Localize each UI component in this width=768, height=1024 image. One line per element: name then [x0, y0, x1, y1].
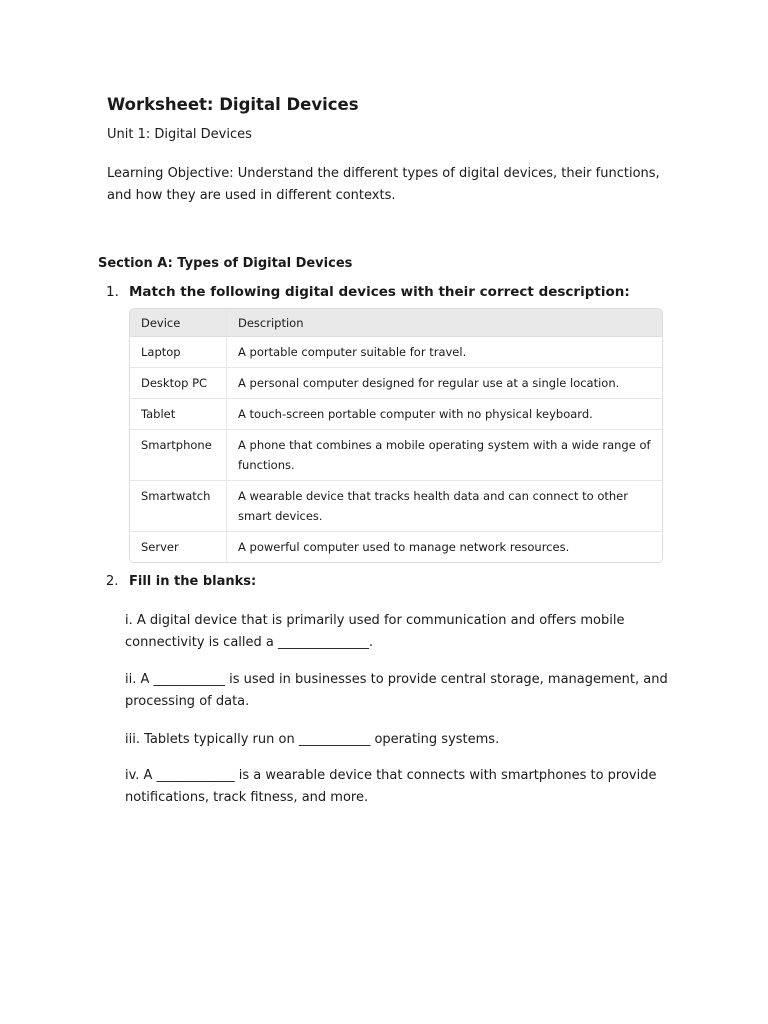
fill-in-blank-item: iv. A ____________ is a wearable device that connects with smartphones to provide notifications, track fitness, and more. [125, 768, 657, 805]
description-cell: A personal computer designed for regular use at a single location. [227, 368, 663, 399]
device-cell: Smartphone [130, 430, 227, 481]
description-cell: A phone that combines a mobile operating system with a wide range of functions. [227, 430, 663, 481]
question-2 [106, 574, 256, 589]
page-title: Worksheet: Digital Devices [107, 95, 359, 114]
device-cell: Laptop [130, 337, 227, 368]
device-table-container [129, 308, 663, 563]
column-header-device: Device [130, 309, 227, 337]
device-table [130, 309, 662, 562]
description-cell: A touch-screen portable computer with no physical keyboard. [227, 399, 663, 430]
device-cell: Desktop PC [130, 368, 227, 399]
question-2-text: Fill in the blanks: [129, 574, 257, 589]
question-1-number: 1. [106, 284, 119, 300]
question-2-number: 2. [106, 574, 119, 589]
description-cell: A powerful computer used to manage network resources. [227, 532, 663, 563]
description-cell: A portable computer suitable for travel. [238, 345, 467, 359]
question-1 [106, 284, 630, 300]
table-row [130, 399, 662, 430]
fill-in-blank-item: i. A digital device that is primarily used for communication and offers mobile connectivity is called a ______________. [125, 613, 625, 650]
question-1-text: Match the following digital devices with their correct description: [129, 284, 630, 300]
table-row [130, 430, 662, 481]
table-row [130, 337, 662, 368]
table-row [130, 532, 662, 563]
learning-objective-label: Learning Objective [107, 166, 230, 181]
fill-in-blank-item: iii. Tablets typically run on ___________ operating systems. [125, 732, 500, 747]
description-cell: A wearable device that tracks health data and can connect to other smart devices. [227, 481, 663, 532]
fill-in-blank-item: ii. A ___________ is used in businesses to provide central storage, management, and processing of data. [125, 672, 668, 709]
learning-objective-text: : Understand the different types of digital devices, their functions, and how they are used in different contexts. [107, 166, 660, 203]
unit-heading: Unit 1: Digital Devices [107, 127, 252, 142]
table-row [130, 481, 662, 532]
column-header-description: Description [227, 309, 663, 337]
device-cell: Tablet [130, 399, 227, 430]
section-a-heading: Section A: Types of Digital Devices [98, 256, 353, 271]
learning-objective [107, 163, 667, 207]
device-cell: Server [130, 532, 227, 563]
table-row [130, 368, 662, 399]
table-header-row [130, 309, 662, 337]
device-cell: Smartwatch [130, 481, 227, 532]
